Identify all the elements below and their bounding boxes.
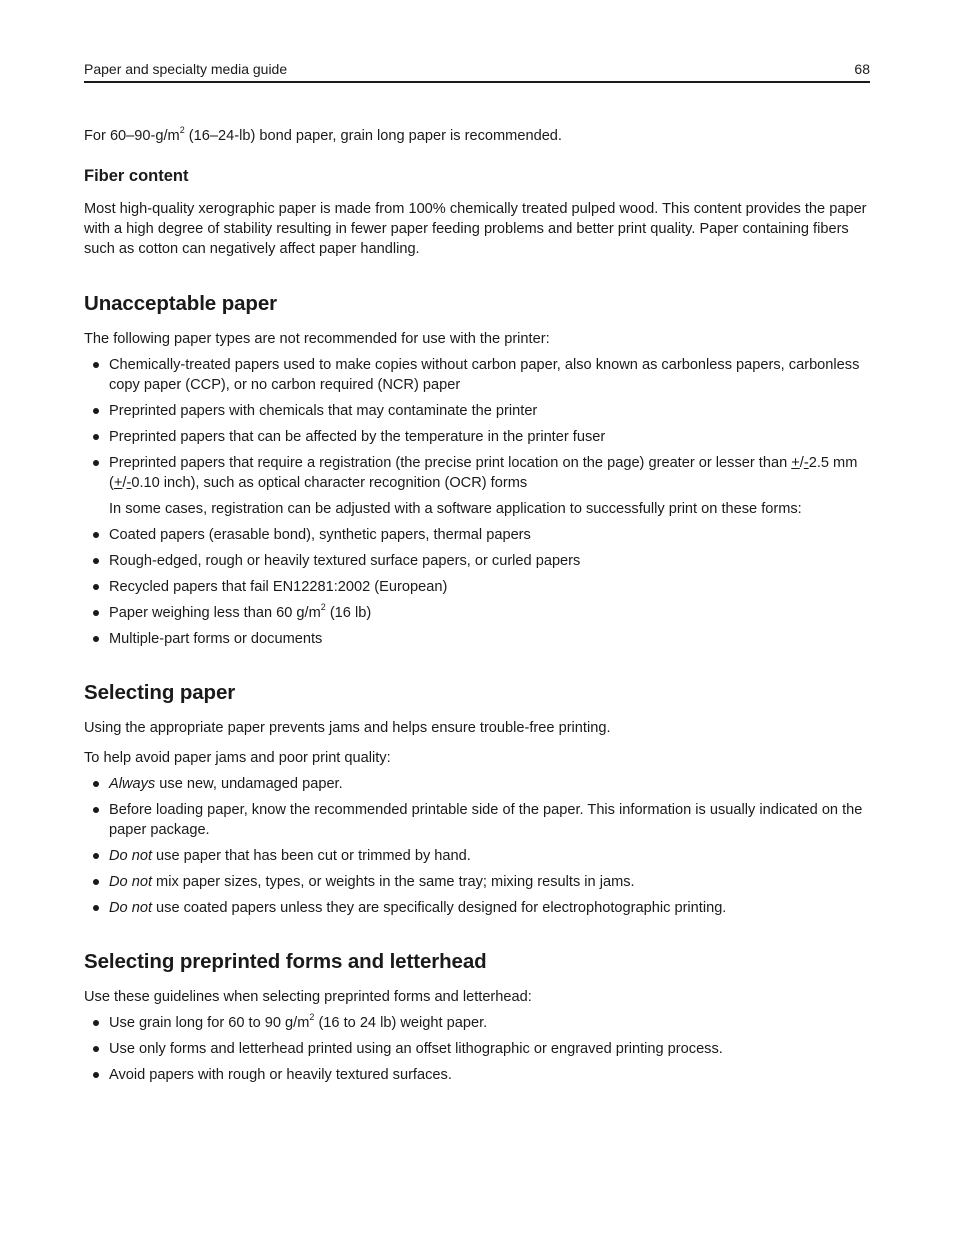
list-item: Paper weighing less than 60 $g/m^2$ (16 lb) (84, 603, 870, 623)
registration-note: In some cases, registration can be adjusted with a software application to successfully print on these forms: (109, 501, 802, 517)
list-item: Before loading paper, know the recommended printable side of the paper. This information is usually indicated on the paper package. (84, 800, 870, 840)
grain-paragraph: For $60-90-g/m^2$ (16–24-lb) bond paper, grain long paper is recommended. (84, 125, 562, 144)
page-header (84, 60, 870, 83)
preprinted-list (84, 1013, 870, 1085)
list-item: Recycled papers that fail EN12281:2002 (European) (84, 577, 870, 597)
preprinted-forms-heading: Selecting preprinted forms and letterhead (84, 950, 487, 973)
selecting-intro: Using the appropriate paper prevents jams and helps ensure trouble-free printing. (84, 720, 611, 736)
header-title: Paper and specialty media guide (84, 61, 288, 77)
page-number: 68 (854, 61, 870, 77)
fiber-content-paragraph: Most high-quality xerographic paper is made from 100% chemically treated pulped wood. This content provides the paper with a high degree of stability resulting in fewer paper feeding problems and better print quality. Paper containing fibers such as cotton can negatively affect paper handling. (84, 201, 867, 257)
preprinted-list-block (84, 1013, 870, 1091)
selecting-paper-heading: Selecting paper (84, 681, 236, 704)
list-item: Coated papers (erasable bond), synthetic papers, thermal papers (84, 525, 870, 545)
unacceptable-list-block (84, 355, 870, 655)
selecting-list-block (84, 774, 870, 924)
list-item: Chemically-treated papers used to make copies without carbon paper, also known as carbonless papers, carbonless copy paper (CCP), or no carbon required (NCR) paper (84, 355, 870, 395)
list-item: Use grain long for 60 to 90 $g/m^2$ (16 to 24 lb) weight paper. (84, 1013, 870, 1033)
unacceptable-list-continued (84, 525, 870, 649)
list-item: Multiple-part forms or documents (84, 629, 870, 649)
selecting-intro-2: To help avoid paper jams and poor print quality: (84, 750, 391, 766)
list-item: Rough-edged, rough or heavily textured surface papers, or curled papers (84, 551, 870, 571)
list-item: Preprinted papers that can be affected by the temperature in the printer fuser (84, 427, 870, 447)
list-item: Do not use paper that has been cut or trimmed by hand. (84, 846, 870, 866)
fiber-content-heading: Fiber content (84, 167, 189, 185)
list-item: Avoid papers with rough or heavily textured surfaces. (84, 1065, 870, 1085)
selecting-list (84, 774, 870, 918)
list-item: Preprinted papers that require a registration (the precise print location on the page) greater or lesser than +/-2.5 mm (+/-0.10 inch), such as optical character recognition (OCR) forms (84, 453, 870, 493)
list-item: Preprinted papers with chemicals that may contaminate the printer (84, 401, 870, 421)
unacceptable-intro: The following paper types are not recommended for use with the printer: (84, 331, 550, 347)
unacceptable-paper-heading: Unacceptable paper (84, 292, 278, 315)
unacceptable-list (84, 355, 870, 493)
list-item: Do not mix paper sizes, types, or weights in the same tray; mixing results in jams. (84, 872, 870, 892)
list-item: Do not use coated papers unless they are specifically designed for electrophotographic printing. (84, 898, 870, 918)
list-item: Always use new, undamaged paper. (84, 774, 870, 794)
preprinted-intro: Use these guidelines when selecting preprinted forms and letterhead: (84, 989, 532, 1005)
list-item: Use only forms and letterhead printed using an offset lithographic or engraved printing process. (84, 1039, 870, 1059)
